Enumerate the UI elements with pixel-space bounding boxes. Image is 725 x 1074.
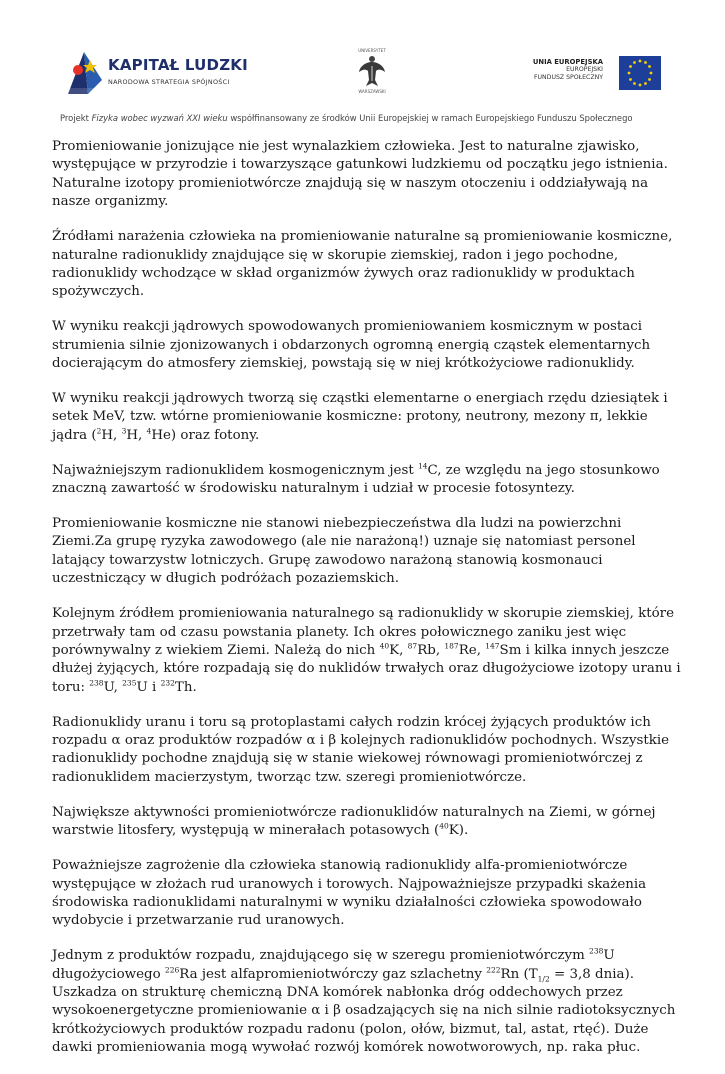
eu-line-1: UNIA EUROPEJSKA: [532, 58, 603, 66]
eu-text-block: [533, 58, 603, 82]
eu-fund-logo: [520, 54, 665, 94]
paragraph: W wyniku reakcji jądrowych tworzą się cząstki elementarne o energiach rzędu dziesiątek i setek MeV, tzw. wtórne promieniowanie kosmiczne: protony, neutrony, mezony π, lekkie jądra ($^2$H, $^3$H, $^4$He) oraz fotony.: [52, 390, 668, 443]
kapital-ludzki-mark-icon: [64, 50, 104, 96]
page-header: [0, 0, 725, 130]
paragraph: Radionuklidy uranu i toru są protoplastami całych rodzin krócej żyjących produktów ich rozpadu α oraz produktów rozpadów α i β kolejnych radionuklidów pochodnych. Wszystkie radionuklidy pochodne znajdują się w stanie wiekowej równowagi promieniotwórczej z radionuklidem macierzystym, tworząc tzw. szeregi promieniotwórcze.: [52, 714, 670, 785]
paragraph: Najważniejszym radionuklidem kosmogenicznym jest $^{14}$C, ze względu na jego stosunkowo znaczną zawartość w środowisku naturalnym i udział w procesie fotosyntezy.: [52, 461, 660, 497]
paragraph: W wyniku reakcji jądrowych spowodowanych promieniowaniem kosmicznym w postaci strumienia silnie zjonizowanych i obdarzonych ogromną energią cząstek elementarnych docierającym do atmosfery ziemskiej, powstają się w niej krótkożyciowe radionuklidy.: [52, 319, 651, 372]
paragraph: Źródłami narażenia człowieka na promieniowanie naturalne są promieniowanie kosmiczne, naturalne radionuklidy znajdujące się w skorupie ziemskiej, radon i jego pochodne, radionuklidy wchodzące w skład organizmów żywych oraz radionuklidy w produktach spożywczych.: [52, 229, 673, 300]
kapital-ludzki-subtitle: NARODOWA STRATEGIA SPÓJNOŚCI: [108, 78, 230, 86]
paragraph: Największe aktywności promieniotwórcze radionuklidów naturalnych na Ziemi, w górnej warstwie litosfery, występują w minerałach potasowych ($^{40}$K).: [52, 804, 656, 839]
paragraph: Kolejnym źródłem promieniowania naturalnego są radionuklidy w skorupie ziemskiej, które przetrwały tam od czasu powstania planety. Ich okres połowicznego zaniku jest więc porównywalny z wiekiem Ziemi. Należą do nich $^{40}$K, $^{87}$Rb, $^{187}$Re, $^{147}$Sm i kilka innych jeszcze dłużej żyjących, które rozpadają się do nuklidów trwałych oraz długożyciowe izotopy uranu i toru: $^{238}$U, $^{235}$U i $^{232}$Th.: [52, 606, 681, 695]
eu-line-3: FUNDUSZ SPOŁECZNY: [533, 74, 603, 81]
seal-top-text: UNIVERSYTET: [358, 48, 386, 53]
paragraph: Poważniejsze zagrożenie dla człowieka stanowią radionuklidy alfa-promieniotwórcze występujące w złożach rud uranowych i torowych. Najpoważniejsze przypadki skażenia środowiska radionuklidami naturalnymi w wyniku działalności człowieka spowodowało wydobycie i przetwarzanie rud uranowych.: [52, 858, 647, 929]
eagle-seal-icon: [358, 54, 386, 88]
project-suffix: współfinansowany ze środków Unii Europejskiej w ramach Europejskiego Funduszu Społecznego: [227, 113, 633, 123]
project-prefix: Projekt: [60, 113, 92, 123]
document-body: [52, 138, 684, 1074]
paragraph: Jednym z produktów rozpadu, znajdującego się w szeregu promieniotwórczym $^{238}$U długożyciowego $^{226}$Ra jest alfapromieniotwórczy gaz szlachetny $^{222}$Rn ($T_{1/2} = 3,8$ dnia). Uszkadza on strukturę chemiczną DNA komórek nabłonka dróg oddechowych przez wysokoenergetyczne promieniowanie α i β osadzających się na nich silnie radiotoksycznych krótkożyciowych produktów rozpadu radonu (polon, ołów, bizmut, tal, astat, rtęć). Duże dawki promieniowania mogą wywołać rozwój komórek nowotworowych, np. raka płuc.: [52, 946, 676, 1056]
eu-line-2: EUROPEJSKI: [566, 66, 603, 73]
eu-flag-icon: [619, 56, 661, 90]
project-funding-line: [60, 113, 680, 123]
project-title: Fizyka wobec wyzwań XXI wieku: [91, 113, 228, 123]
paragraph: Promieniowanie kosmiczne nie stanowi niebezpieczeństwa dla ludzi na powierzchni Ziemi.Za grupę ryzyka zawodowego (ale nie narażoną!) uznaje się natomiast personel latający towarzystw lotniczych. Grupę zawodowo narażoną stanowią kosmonauci uczestniczący w długich podróżach pozaziemskich.: [52, 516, 636, 587]
seal-bottom-text: WARSZAWSKI: [358, 89, 386, 94]
kapital-ludzki-title: KAPITAŁ LUDZKI: [108, 56, 248, 74]
university-seal-logo: [350, 48, 394, 94]
paragraph: Promieniowanie jonizujące nie jest wynalazkiem człowieka. Jest to naturalne zjawisko, występujące w przyrodzie i towarzyszące gatunkowi ludzkiemu od początku jego istnienia. Naturalne izotopy promieniotwórcze znajdują się w naszym otoczeniu i oddziaływają na nasze organizmy.: [52, 139, 668, 210]
kapital-ludzki-logo: [64, 48, 248, 98]
